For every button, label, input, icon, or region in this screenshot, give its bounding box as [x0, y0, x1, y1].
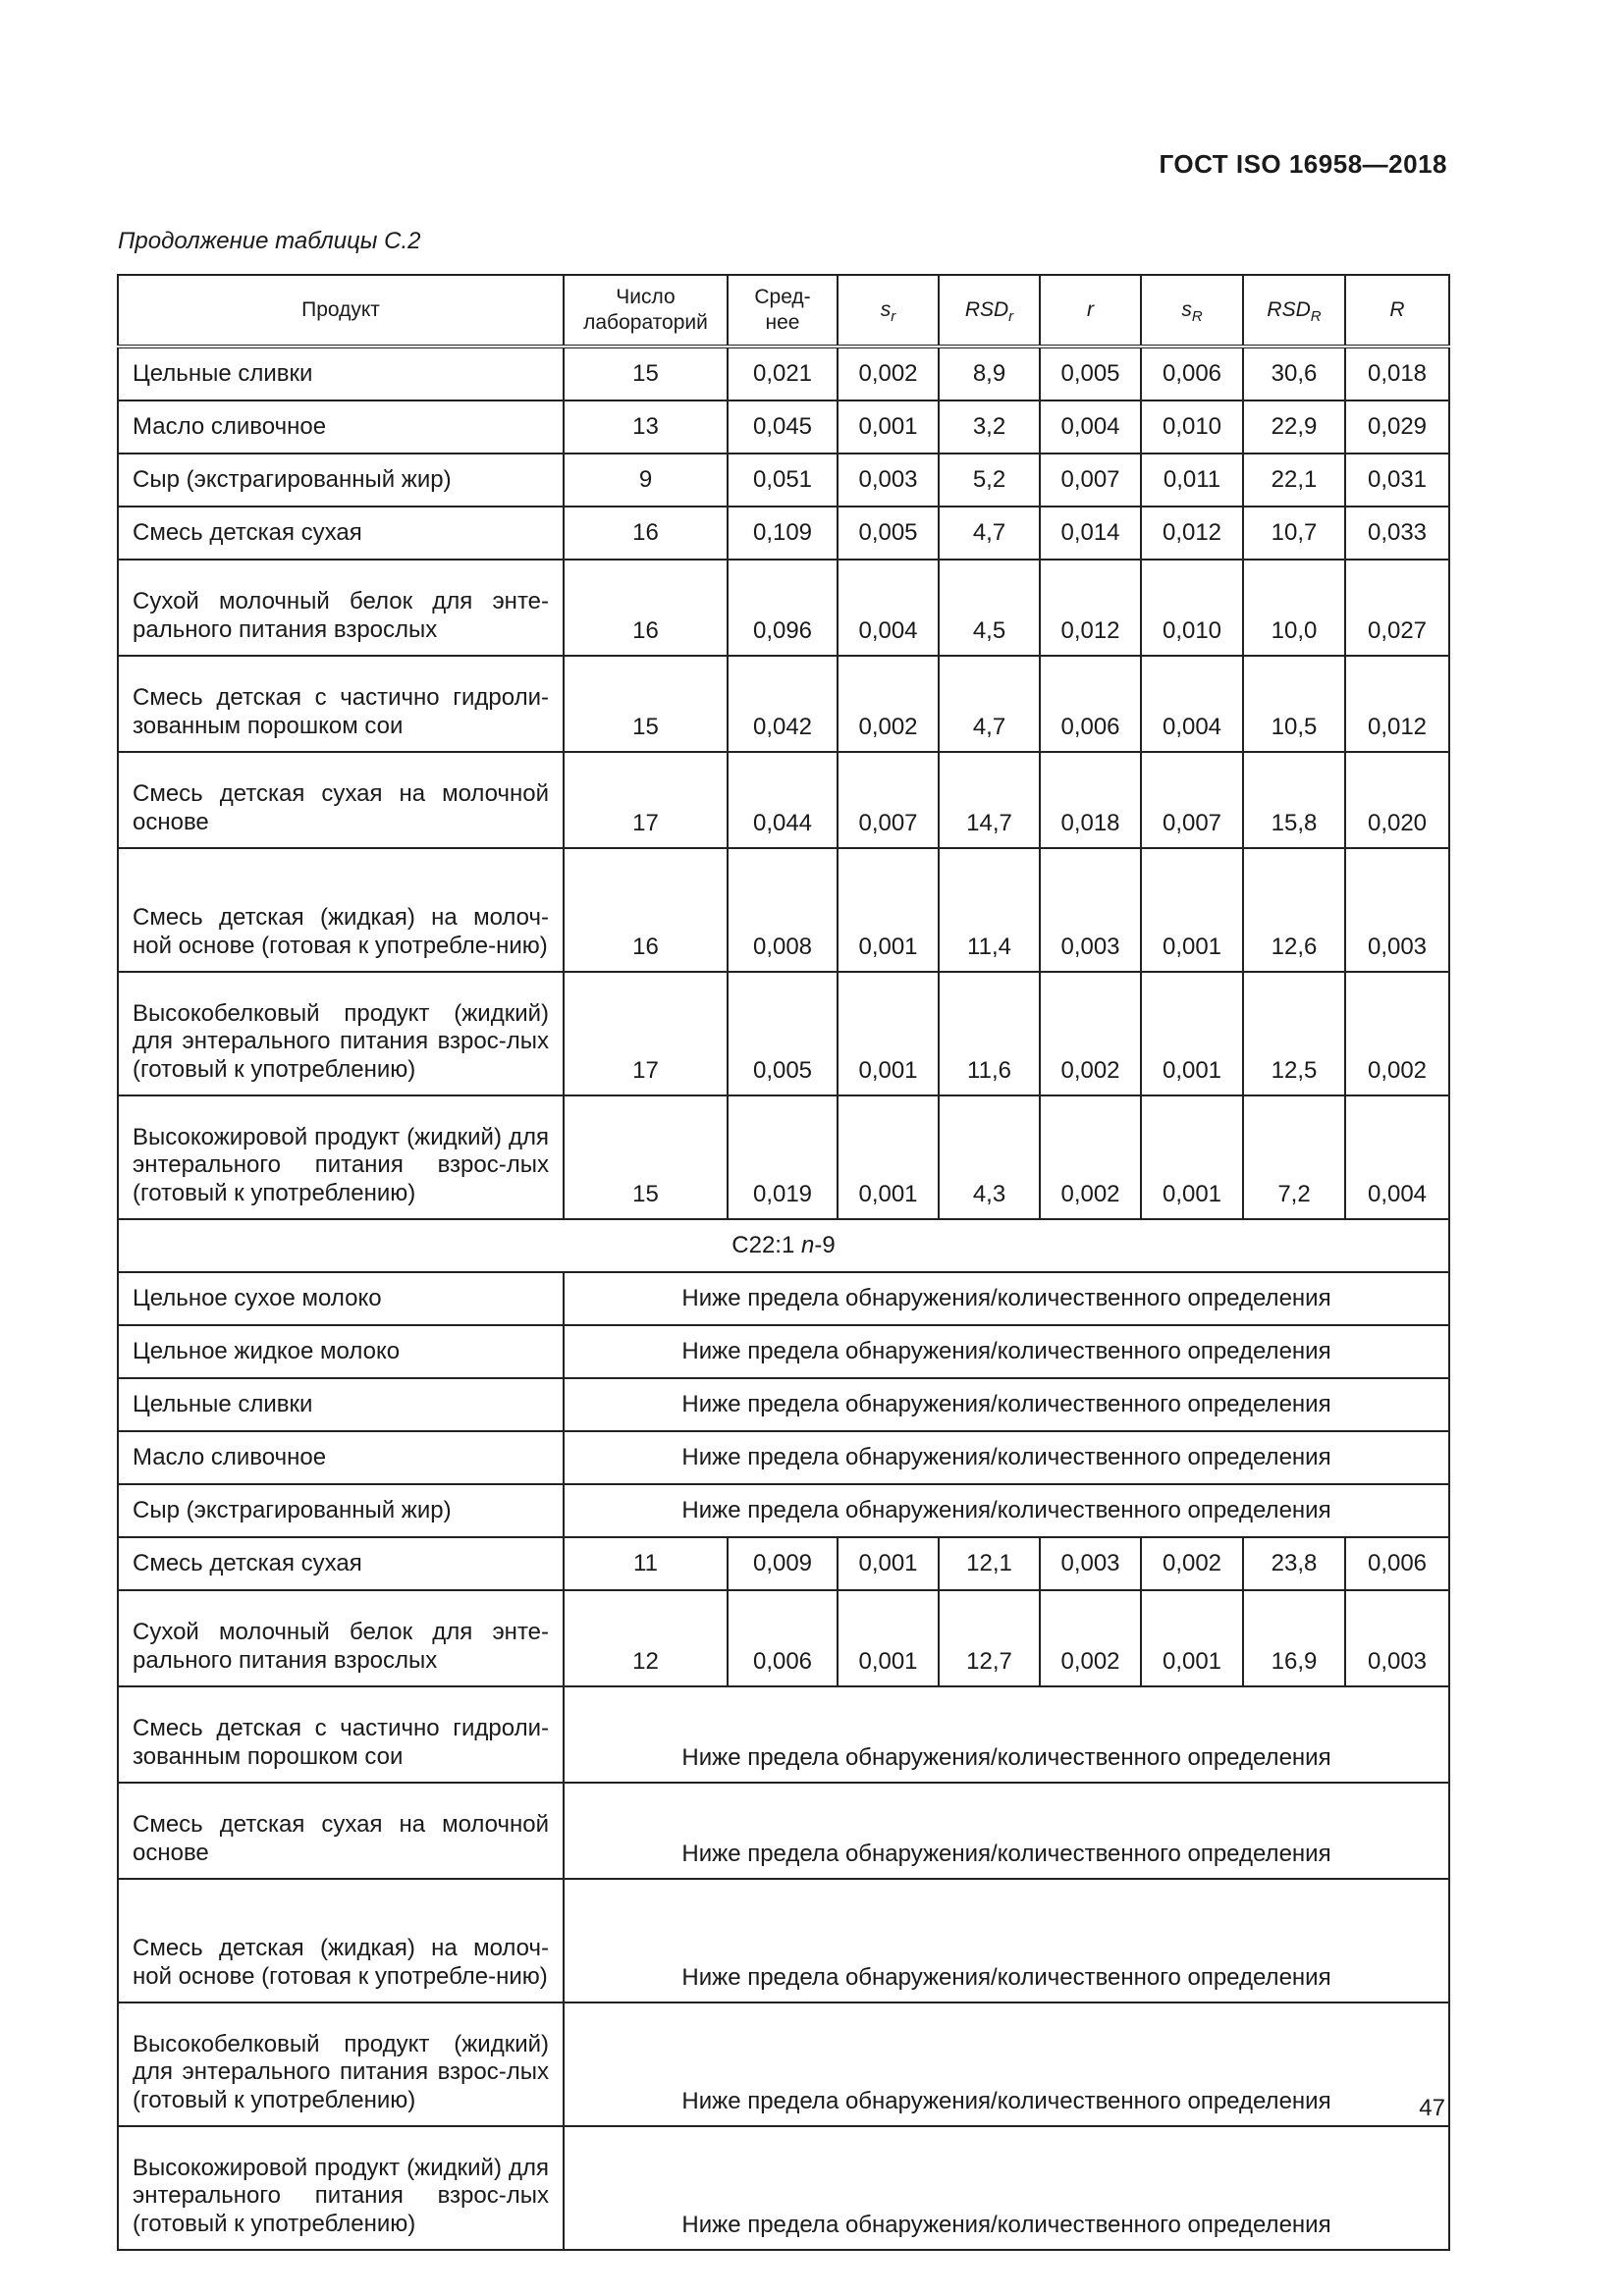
value-cell: 12,5: [1243, 972, 1345, 1095]
value-cell: 0,006: [728, 1590, 838, 1686]
product-cell: Смесь детская сухая на молочной основе: [118, 1783, 564, 1879]
col-header-rsdr: $RSD_r$: [939, 275, 1040, 347]
table-row: [118, 1095, 1449, 1219]
value-cell: 12,1: [939, 1537, 1040, 1590]
value-cell: 0,031: [1345, 454, 1449, 507]
value-cell: 0,019: [728, 1095, 838, 1219]
table-row: [118, 1325, 1449, 1378]
value-cell: 0,027: [1345, 560, 1449, 656]
value-cell: 3,2: [939, 400, 1040, 454]
value-cell: 0,003: [1040, 1537, 1141, 1590]
below-detection-cell: Ниже предела обнаружения/количественного определения: [564, 1783, 1449, 1879]
value-cell: 0,001: [838, 1095, 939, 1219]
value-cell: 17: [564, 972, 728, 1095]
value-cell: 0,004: [1141, 656, 1243, 752]
value-cell: 4,5: [939, 560, 1040, 656]
value-cell: 10,5: [1243, 656, 1345, 752]
below-detection-cell: Ниже предела обнаружения/количественного определения: [564, 2002, 1449, 2126]
table-row: [118, 507, 1449, 560]
value-cell: 0,007: [838, 752, 939, 848]
section-label-c22-1: C22:1 n-9: [118, 1219, 1449, 1272]
value-cell: 0,001: [838, 972, 939, 1095]
page-number: 47: [1419, 2095, 1445, 2121]
value-cell: 0,008: [728, 848, 838, 972]
table-row: [118, 1378, 1449, 1431]
value-cell: 4,3: [939, 1095, 1040, 1219]
product-cell: Высокожировой продукт (жидкий) для энтерального питания взрос-лых (готовый к употреблению): [118, 1095, 564, 1219]
value-cell: 0,045: [728, 400, 838, 454]
value-cell: 0,005: [728, 972, 838, 1095]
table-row: [118, 347, 1449, 400]
value-cell: 0,007: [1141, 752, 1243, 848]
product-cell: Цельное сухое молоко: [118, 1272, 564, 1325]
value-cell: 0,003: [1345, 848, 1449, 972]
value-cell: 0,006: [1345, 1537, 1449, 1590]
table-row: [118, 972, 1449, 1095]
below-detection-cell: Ниже предела обнаружения/количественного определения: [564, 1272, 1449, 1325]
product-cell: Смесь детская с частично гидроли-зованным порошком сои: [118, 1686, 564, 1783]
col-header-rsdR: $RSD_R$: [1243, 275, 1345, 347]
value-cell: 0,001: [838, 848, 939, 972]
col-header-sR: $s_R$: [1141, 275, 1243, 347]
value-cell: 0,051: [728, 454, 838, 507]
product-cell: Смесь детская сухая: [118, 507, 564, 560]
product-cell: Масло сливочное: [118, 400, 564, 454]
value-cell: 0,012: [1345, 656, 1449, 752]
table-row: [118, 1879, 1449, 2002]
value-cell: 0,109: [728, 507, 838, 560]
below-detection-cell: Ниже предела обнаружения/количественного определения: [564, 2126, 1449, 2250]
value-cell: 0,001: [838, 400, 939, 454]
table-row: [118, 848, 1449, 972]
product-cell: Цельное жидкое молоко: [118, 1325, 564, 1378]
value-cell: 11,6: [939, 972, 1040, 1095]
value-cell: 0,004: [1040, 400, 1141, 454]
col-header-R: R: [1345, 275, 1449, 347]
col-header-r: r: [1040, 275, 1141, 347]
value-cell: 14,7: [939, 752, 1040, 848]
col-header-sr: $s_r$: [838, 275, 939, 347]
value-cell: 0,001: [1141, 1095, 1243, 1219]
table-row: [118, 1537, 1449, 1590]
below-detection-cell: Ниже предела обнаружения/количественного определения: [564, 1378, 1449, 1431]
value-cell: 9: [564, 454, 728, 507]
value-cell: 0,020: [1345, 752, 1449, 848]
product-cell: Высокожировой продукт (жидкий) для энтерального питания взрос-лых (готовый к употреблению): [118, 2126, 564, 2250]
table-row: [118, 2126, 1449, 2250]
value-cell: 0,002: [1040, 1095, 1141, 1219]
product-cell: Сухой молочный белок для энте-рального питания взрослых: [118, 560, 564, 656]
value-cell: 0,003: [1040, 848, 1141, 972]
below-detection-cell: Ниже предела обнаружения/количественного определения: [564, 1431, 1449, 1484]
value-cell: 0,096: [728, 560, 838, 656]
product-cell: Цельные сливки: [118, 347, 564, 400]
value-cell: 4,7: [939, 507, 1040, 560]
product-cell: Высокобелковый продукт (жидкий) для энтерального питания взрос-лых (готовый к употреблению): [118, 2002, 564, 2126]
below-detection-cell: Ниже предела обнаружения/количественного определения: [564, 1686, 1449, 1783]
value-cell: 0,010: [1141, 560, 1243, 656]
product-cell: Смесь детская (жидкая) на молоч-ной основе (готовая к употребле-нию): [118, 848, 564, 972]
product-cell: Сыр (экстрагированный жир): [118, 1484, 564, 1537]
value-cell: 0,012: [1040, 560, 1141, 656]
value-cell: 15,8: [1243, 752, 1345, 848]
value-cell: 0,006: [1141, 347, 1243, 400]
value-cell: 22,9: [1243, 400, 1345, 454]
col-header-mean: Сред-нее: [728, 275, 838, 347]
value-cell: 12,7: [939, 1590, 1040, 1686]
value-cell: 0,001: [1141, 848, 1243, 972]
value-cell: 0,033: [1345, 507, 1449, 560]
value-cell: 16,9: [1243, 1590, 1345, 1686]
table-row: [118, 1590, 1449, 1686]
value-cell: 0,010: [1141, 400, 1243, 454]
value-cell: 0,011: [1141, 454, 1243, 507]
value-cell: 0,042: [728, 656, 838, 752]
product-cell: Смесь детская сухая на молочной основе: [118, 752, 564, 848]
col-header-labs: Число лабораторий: [564, 275, 728, 347]
value-cell: 0,003: [838, 454, 939, 507]
table-header-row: [118, 275, 1449, 347]
value-cell: 0,002: [1040, 1590, 1141, 1686]
value-cell: 0,001: [1141, 972, 1243, 1095]
table-row: [118, 2002, 1449, 2126]
product-cell: Смесь детская с частично гидроли-зованным порошком сои: [118, 656, 564, 752]
table-body: [118, 347, 1449, 2250]
value-cell: 13: [564, 400, 728, 454]
section-header-row: [118, 1219, 1449, 1272]
table-row: [118, 560, 1449, 656]
value-cell: 15: [564, 347, 728, 400]
value-cell: 11: [564, 1537, 728, 1590]
value-cell: 0,009: [728, 1537, 838, 1590]
product-cell: Масло сливочное: [118, 1431, 564, 1484]
below-detection-cell: Ниже предела обнаружения/количественного определения: [564, 1484, 1449, 1537]
value-cell: 0,002: [838, 656, 939, 752]
col-header-product: Продукт: [118, 275, 564, 347]
value-cell: 0,044: [728, 752, 838, 848]
below-detection-cell: Ниже предела обнаружения/количественного определения: [564, 1325, 1449, 1378]
table-row: [118, 656, 1449, 752]
product-cell: Высокобелковый продукт (жидкий) для энтерального питания взрос-лых (готовый к употреблению): [118, 972, 564, 1095]
product-cell: Сыр (экстрагированный жир): [118, 454, 564, 507]
table-row: [118, 1272, 1449, 1325]
value-cell: 0,005: [838, 507, 939, 560]
value-cell: 0,001: [838, 1590, 939, 1686]
value-cell: 12,6: [1243, 848, 1345, 972]
value-cell: 7,2: [1243, 1095, 1345, 1219]
value-cell: 15: [564, 656, 728, 752]
value-cell: 0,014: [1040, 507, 1141, 560]
product-cell: Цельные сливки: [118, 1378, 564, 1431]
value-cell: 22,1: [1243, 454, 1345, 507]
table-caption: Продолжение таблицы С.2: [118, 228, 421, 254]
below-detection-cell: Ниже предела обнаружения/количественного определения: [564, 1879, 1449, 2002]
value-cell: 0,003: [1345, 1590, 1449, 1686]
value-cell: 16: [564, 848, 728, 972]
value-cell: 0,021: [728, 347, 838, 400]
value-cell: 10,0: [1243, 560, 1345, 656]
value-cell: 0,018: [1040, 752, 1141, 848]
value-cell: 0,012: [1141, 507, 1243, 560]
value-cell: 16: [564, 507, 728, 560]
table-row: [118, 1484, 1449, 1537]
value-cell: 0,002: [1141, 1537, 1243, 1590]
value-cell: 0,004: [838, 560, 939, 656]
value-cell: 0,002: [1040, 972, 1141, 1095]
product-cell: Смесь детская (жидкая) на молоч-ной основе (готовая к употребле-нию): [118, 1879, 564, 2002]
results-table: [117, 274, 1450, 2251]
product-cell: Смесь детская сухая: [118, 1537, 564, 1590]
value-cell: 15: [564, 1095, 728, 1219]
value-cell: 10,7: [1243, 507, 1345, 560]
value-cell: 0,029: [1345, 400, 1449, 454]
value-cell: 0,001: [838, 1537, 939, 1590]
table-row: [118, 1783, 1449, 1879]
product-cell: Сухой молочный белок для энте-рального питания взрослых: [118, 1590, 564, 1686]
value-cell: 5,2: [939, 454, 1040, 507]
value-cell: 23,8: [1243, 1537, 1345, 1590]
value-cell: 0,005: [1040, 347, 1141, 400]
document-title: ГОСТ ISO 16958—2018: [1159, 149, 1447, 179]
value-cell: 17: [564, 752, 728, 848]
table-row: [118, 1686, 1449, 1783]
table-row: [118, 400, 1449, 454]
value-cell: 0,018: [1345, 347, 1449, 400]
value-cell: 11,4: [939, 848, 1040, 972]
value-cell: 12: [564, 1590, 728, 1686]
value-cell: 16: [564, 560, 728, 656]
value-cell: 30,6: [1243, 347, 1345, 400]
value-cell: 0,002: [838, 347, 939, 400]
value-cell: 0,002: [1345, 972, 1449, 1095]
value-cell: 0,006: [1040, 656, 1141, 752]
value-cell: 8,9: [939, 347, 1040, 400]
value-cell: 0,001: [1141, 1590, 1243, 1686]
value-cell: 0,007: [1040, 454, 1141, 507]
value-cell: 0,004: [1345, 1095, 1449, 1219]
value-cell: 4,7: [939, 656, 1040, 752]
table-row: [118, 752, 1449, 848]
table-row: [118, 454, 1449, 507]
table-row: [118, 1431, 1449, 1484]
